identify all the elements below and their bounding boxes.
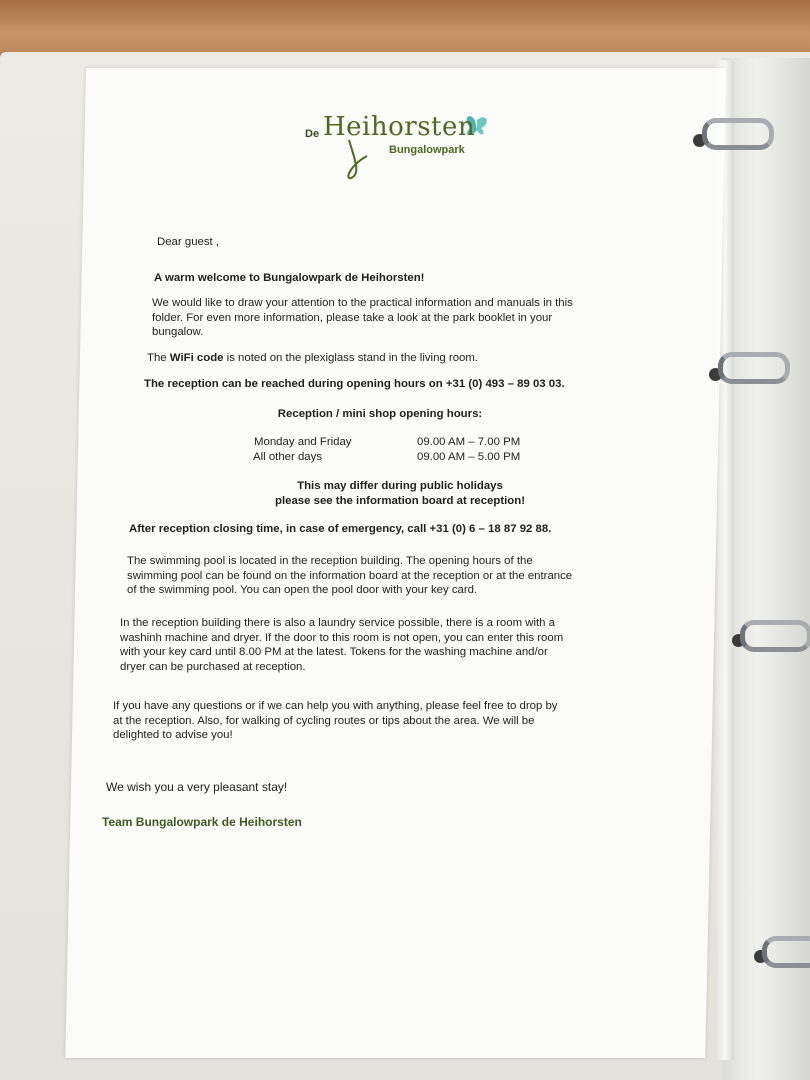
logo-name: Heihorsten bbox=[323, 112, 476, 142]
intro-paragraph bbox=[152, 296, 573, 340]
hours-days: All other days bbox=[253, 451, 323, 463]
hours-time: 09.00 AM – 5.00 PM bbox=[417, 451, 521, 463]
park-logo bbox=[305, 108, 505, 188]
binder-ring bbox=[762, 936, 810, 968]
reception-phone: The reception can be reached during opening hours on +31 (0) 493 – 89 03 03. bbox=[144, 378, 565, 390]
hours-row bbox=[254, 435, 520, 450]
signature: Team Bungalowpark de Heihorsten bbox=[102, 815, 302, 829]
salutation: Dear guest , bbox=[157, 236, 220, 248]
intro-line: We would like to draw your attention to the practical information and manuals in this bbox=[152, 297, 573, 309]
laundry-paragraph: In the reception building there is also a laundry service possible, there is a room with a washinh machine and dryer. If the door to this room is not open, you can enter this room with your key card until 8.00 PM at the latest. Tokens for the washing machine and/or dryer can be purchased at reception. bbox=[120, 617, 564, 673]
plastic-sleeve-edge bbox=[716, 60, 734, 1060]
wifi-note: The WiFi code is noted on the plexiglass stand in the living room. bbox=[147, 352, 479, 364]
intro-line: bungalow. bbox=[152, 326, 204, 338]
wifi-code-label: WiFi code bbox=[169, 352, 224, 364]
hours-days: Monday and Friday bbox=[254, 436, 352, 448]
binder-ring bbox=[718, 352, 790, 384]
closing-line: We wish you a very pleasant stay! bbox=[106, 780, 288, 794]
binder-spine bbox=[722, 58, 810, 1080]
wooden-table bbox=[0, 0, 810, 60]
questions-paragraph: If you have any questions or if we can help you with anything, please feel free to drop by at the reception. Also, for walking of cycling routes or tips about the area. We will be delighted to advise you! bbox=[113, 700, 558, 741]
pool-paragraph: The swimming pool is located in the reception building. The opening hours of the swimming pool can be found on the information board at the reception or at the entrance of the swimming pool. You can open the pool door with your key card. bbox=[127, 555, 573, 596]
holiday-note: This may differ during public holidays please see the information board at reception! bbox=[274, 480, 525, 507]
logo-subtitle: Bungalowpark bbox=[389, 144, 465, 156]
binder-ring bbox=[702, 118, 774, 150]
hours-row bbox=[253, 450, 520, 465]
emergency-phone: After reception closing time, in case of emergency, call +31 (0) 6 – 18 87 92 88. bbox=[129, 523, 552, 535]
logo-prefix: De bbox=[305, 128, 320, 140]
welcome-heading: A warm welcome to Bungalowpark de Heihorsten! bbox=[154, 272, 425, 284]
intro-line: folder. For even more information, please take a look at the park booklet in your bbox=[152, 311, 553, 324]
hours-time: 09.00 AM – 7.00 PM bbox=[417, 436, 521, 448]
binder-ring bbox=[740, 620, 810, 652]
hours-title: Reception / mini shop opening hours: bbox=[277, 408, 483, 420]
